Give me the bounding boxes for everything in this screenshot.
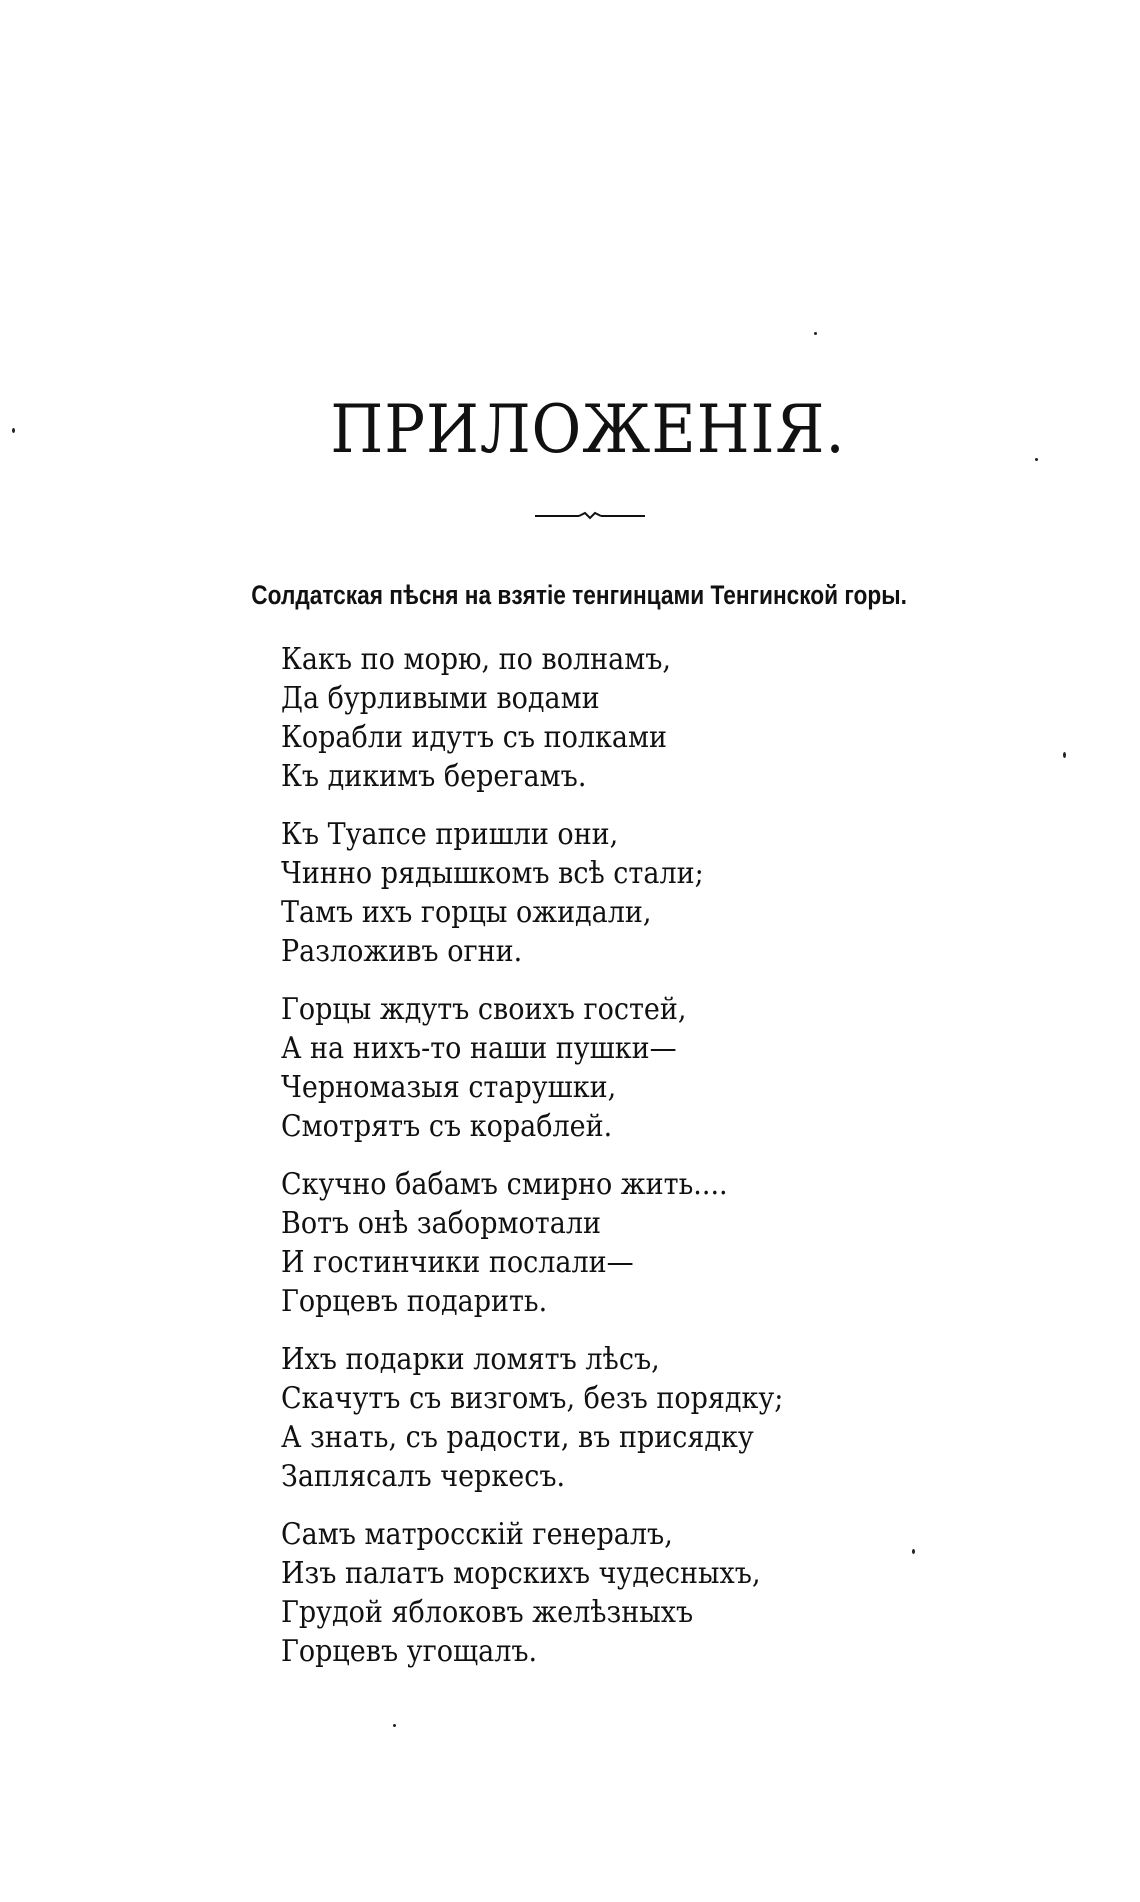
stanza (281, 640, 839, 796)
stanza (281, 990, 839, 1146)
poem-line: Къ дикимъ берегамъ. (281, 759, 587, 794)
poem-line: Скучно бабамъ смирно жить.... (281, 1167, 728, 1202)
scan-speck (1063, 752, 1066, 758)
poem-line: Чинно рядышкомъ всѣ стали; (281, 856, 704, 891)
poem-line: Грудой яблоковъ желѣзныхъ (281, 1595, 694, 1630)
poem-line: А знать, съ радости, въ присядку (281, 1420, 754, 1455)
poem (281, 640, 839, 1690)
poem-line: Горцевъ подарить. (281, 1284, 548, 1319)
scan-speck (1035, 458, 1038, 461)
poem-line: Горцы ждутъ своихъ гостей, (281, 992, 687, 1027)
poem-line: Вотъ онѣ забормотали (281, 1206, 601, 1241)
stanza (281, 815, 839, 971)
poem-line: Черномазыя старушки, (281, 1070, 617, 1105)
decorative-rule (535, 510, 645, 522)
poem-line: Изъ палатъ морскихъ чудесныхъ, (281, 1556, 761, 1591)
poem-line: Смотрятъ съ кораблей. (281, 1109, 613, 1144)
poem-line: Ихъ подарки ломятъ лѣсъ, (281, 1342, 660, 1377)
poem-line: Скачутъ съ визгомъ, безъ порядку; (281, 1381, 784, 1416)
poem-line: Да бурливыми водами (281, 681, 600, 716)
poem-line: Къ Туапсе пришли они, (281, 817, 619, 852)
page-heading: ПРИЛОЖЕНІЯ. (330, 391, 846, 468)
scan-speck (12, 428, 15, 433)
scan-speck (912, 1549, 915, 1554)
stanza (281, 1515, 839, 1671)
poem-line: А на нихъ-то наши пушки— (281, 1031, 677, 1066)
poem-line: Какъ по морю, по волнамъ, (281, 642, 671, 677)
stanza (281, 1165, 839, 1321)
poem-line: Корабли идутъ съ полками (281, 720, 667, 755)
poem-line: Самъ матросскій генералъ, (281, 1517, 673, 1552)
scan-speck (814, 332, 817, 335)
poem-line: Заплясалъ черкесъ. (281, 1459, 566, 1494)
scan-speck (393, 1724, 396, 1727)
stanza (281, 1340, 839, 1496)
poem-line: Тамъ ихъ горцы ожидали, (281, 895, 652, 930)
poem-line: Горцевъ угощалъ. (281, 1634, 538, 1669)
poem-line: И гостинчики послали— (281, 1245, 634, 1280)
song-title: Солдатская пѣсня на взятіе тенгинцами Тенгинской горы. (251, 580, 907, 610)
poem-line: Разложивъ огни. (281, 934, 523, 969)
